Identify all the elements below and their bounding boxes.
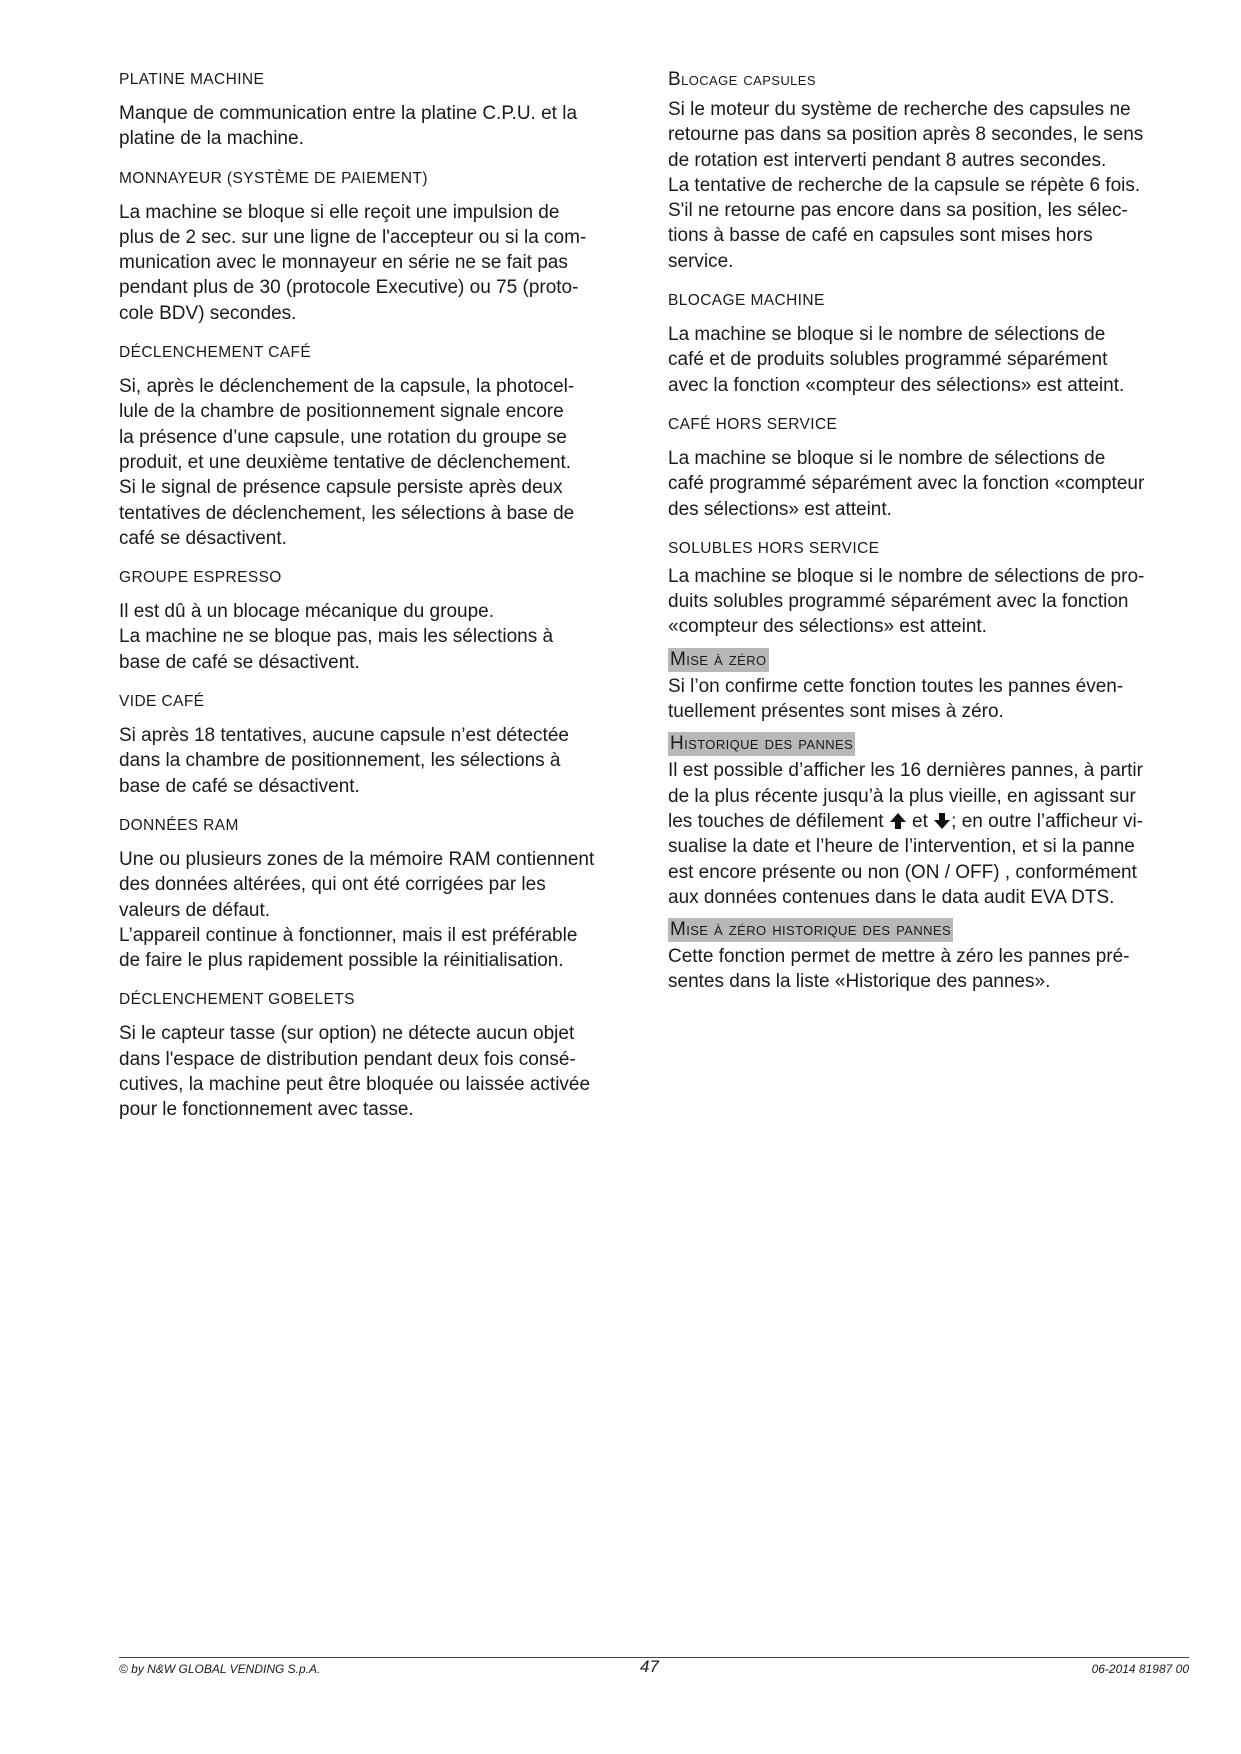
section-cafe-hors-service — [668, 413, 1192, 522]
section-text: Si après 18 tentatives, aucune capsule n’est détectée dans la chambre de positionnement, les sélections à base de café se désactivent. — [119, 725, 569, 797]
section-historique-des-pannes — [668, 732, 1192, 910]
text-line: sualise la date et l’heure de l’intervention, et si la panne est encore présente ou non (ON / OFF) , conformément aux données contenues dans le data audit EVA DTS. — [668, 836, 1137, 908]
document-code: 06-2014 81987 00 — [1091, 1662, 1189, 1676]
arrow-up-icon — [889, 812, 907, 830]
section-heading: GROUPE ESPRESSO — [119, 569, 282, 587]
section-platine-machine — [119, 68, 639, 152]
section-text: La machine se bloque si le nombre de sélections de café programmé séparément avec la fonction «compteur des sélections» est atteint. — [668, 447, 1145, 520]
section-blocage-machine — [668, 289, 1192, 398]
section-mise-a-zero — [668, 648, 1192, 725]
text-line: Il est possible d’afficher les 16 dernières pannes, à partir — [668, 760, 1143, 782]
section-mise-a-zero-historique — [668, 918, 1192, 995]
section-declenchement-cafe — [119, 341, 639, 551]
text-line: de la plus récente jusqu’à la plus vieille, en agissant sur — [668, 785, 1136, 807]
section-heading: VIDE CAFÉ — [119, 693, 205, 711]
section-monnayeur — [119, 167, 639, 326]
section-text: La machine se bloque si le nombre de sélections de pro- duits solubles programmé séparément avec la fonction «compteur des sélections» est atteint. — [668, 565, 1145, 638]
text-line: les touches de défilement — [668, 810, 889, 832]
section-heading: Mise à zéro — [670, 648, 767, 670]
section-heading: BLOCAGE MACHINE — [668, 292, 825, 310]
section-text: Si, après le déclenchement de la capsule, la photocel- lule de la chambre de positionnement signale encore la présence d’une capsule, une rotation du groupe se produit, et une deuxième tentative de déclenchement. Si le signal de présence capsule persiste après deux tentatives de déclenchement, les sélections à base de café se désactivent. — [119, 376, 575, 549]
section-text: Si le capteur tasse (sur option) ne détecte aucun objet dans l'espace de distribution pendant deux fois consé- cutives, la machine peut être bloquée ou laissée activée pour le fonctionnement avec tasse. — [119, 1023, 591, 1121]
section-donnees-ram — [119, 814, 639, 973]
section-text: Si l’on confirme cette fonction toutes les pannes éven- tuellement présentes sont mises à zéro. — [668, 675, 1124, 723]
right-column — [668, 68, 1192, 1010]
section-text: Il est dû à un blocage mécanique du groupe. La machine ne se bloque pas, mais les sélections à base de café se désactivent. — [119, 601, 554, 673]
left-column — [119, 68, 639, 1138]
section-text: La machine se bloque si le nombre de sélections de café et de produits solubles programmé séparément avec la fonction «compteur des sélections» est atteint. — [668, 324, 1125, 396]
section-heading: DÉCLENCHEMENT GOBELETS — [119, 991, 355, 1009]
section-heading: Blocage capsules — [668, 69, 816, 90]
section-heading: Mise à zéro historique des pannes — [670, 919, 952, 941]
section-solubles-hors-service — [668, 537, 1192, 640]
section-heading: Historique des pannes — [670, 733, 854, 755]
text-line: ; en outre l’afficheur vi- — [951, 810, 1144, 832]
section-heading: PLATINE MACHINE — [119, 71, 265, 88]
arrow-down-icon — [933, 812, 951, 830]
section-blocage-capsules — [668, 68, 1192, 274]
section-text: Manque de communication entre la platine C.P.U. et la platine de la machine. — [119, 103, 578, 150]
section-declenchement-gobelets — [119, 988, 639, 1122]
section-heading: CAFÉ HORS SERVICE — [668, 415, 838, 433]
section-groupe-espresso — [119, 566, 639, 675]
section-heading: DONNÉES RAM — [119, 816, 239, 834]
section-heading: SOLUBLES HORS SERVICE — [668, 539, 880, 557]
section-text: Cette fonction permet de mettre à zéro les pannes pré- sentes dans la liste «Historique des pannes». — [668, 946, 1130, 993]
page-number: 47 — [640, 1657, 659, 1676]
section-text: Si le moteur du système de recherche des capsules ne retourne pas dans sa position après 8 secondes, le sens de rotation est interverti pendant 8 autres secondes. La tentative de recherche de la capsule se répète 6 fois. S'il ne retourne pas encore dans sa position, les sélec- tions à basse de café en capsules sont mises hors service. — [668, 99, 1144, 272]
footer-copyright: © by N&W GLOBAL VENDING S.p.A. — [119, 1662, 321, 1676]
section-text — [668, 758, 1192, 910]
section-text: La machine se bloque si elle reçoit une impulsion de plus de 2 sec. sur une ligne de l'accepteur ou si la com- munication avec le monnayeur en série ne se fait pas pendant plus de 30 (protocole Executive) ou 75 (proto- cole BDV) secondes. — [119, 201, 587, 324]
section-vide-cafe — [119, 690, 639, 799]
section-text: Une ou plusieurs zones de la mémoire RAM contiennent des données altérées, qui ont été corrigées par les valeurs de défaut. L’appareil continue à fonctionner, mais il est préférable de faire le plus rapidement possible la réinitialisation. — [119, 848, 595, 972]
text-line: et — [906, 810, 934, 832]
section-heading: DÉCLENCHEMENT CAFÉ — [119, 344, 312, 362]
section-heading: MONNAYEUR (SYSTÈME DE PAIEMENT) — [119, 169, 428, 187]
